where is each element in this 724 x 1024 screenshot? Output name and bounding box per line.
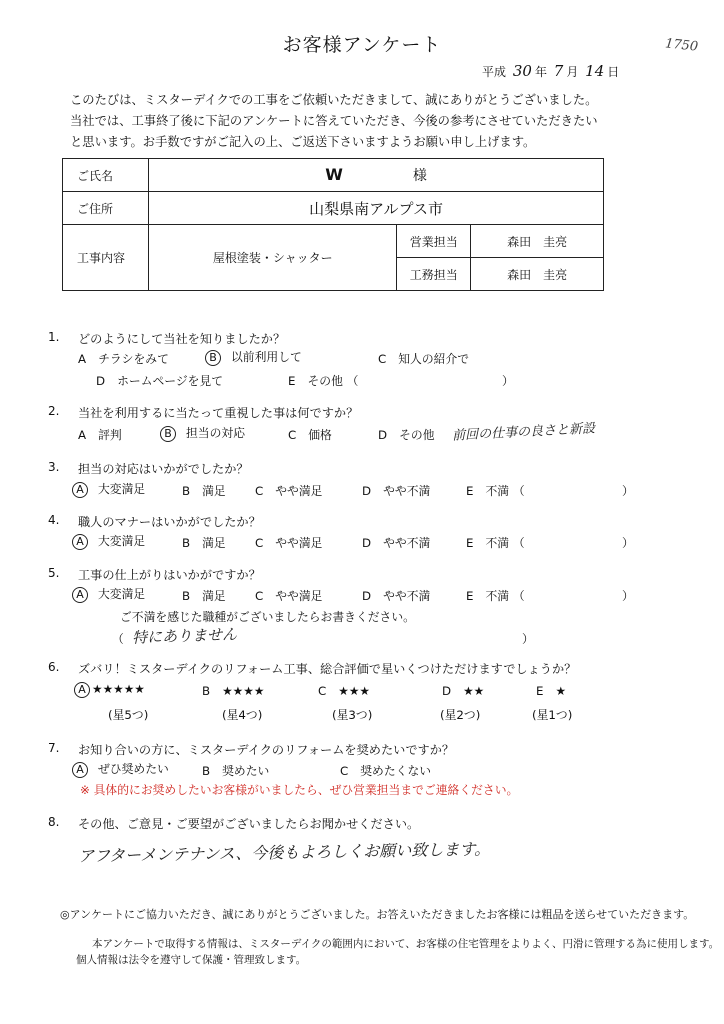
q6-option-d-label: (星2つ) [440,708,481,722]
q7-option-b[interactable] [202,762,269,779]
option-key: C [255,536,264,550]
q3-text: 担当の対応はいかがでしたか？ [78,462,249,476]
q1-option-d[interactable] [96,372,223,389]
option-label: 不満 （ [485,536,525,550]
q2-text: 当社を利用するに当たって重視した事は何ですか？ [78,406,359,420]
page-title: お客様アンケート [282,34,442,56]
q6-option-b[interactable] [202,684,264,698]
option-key: D [362,536,372,550]
q1-text: どのようにして当社を知りましたか？ [78,332,286,346]
option-label: その他 [399,428,435,442]
intro-text [70,90,670,153]
date-year: 30 [512,62,532,80]
work-label: 工事内容 [63,225,149,291]
q5-option-d[interactable] [362,587,430,604]
selected-circle: A [72,587,88,603]
option-label: やや不満 [383,589,431,603]
option-label: 大変満足 [98,482,146,496]
q4-option-c[interactable] [255,534,322,551]
q5-paren-close: ） [622,589,634,603]
q5-option-e[interactable] [466,587,525,604]
q5-option-b[interactable] [182,587,226,604]
survey-date [482,62,619,80]
q1-paren-close: ） [502,374,514,388]
option-key: D [96,374,106,388]
q5-option-a[interactable] [72,585,145,603]
q2-handwritten-answer[interactable]: 前回の仕事の良さと新設 [451,421,596,444]
q6-number: 6. [48,660,60,674]
option-label: ホームページを見て [117,374,224,388]
star-rating: ★★★★★ [92,682,145,696]
name-value: W [325,165,343,184]
selected-circle: B [160,426,176,442]
q4-text: 職人のマナーはいかがでしたか？ [78,515,261,529]
option-label: 不満 （ [485,589,525,603]
q1-option-e[interactable] [288,372,358,389]
option-key: E [466,589,474,603]
option-label: 満足 [202,484,226,498]
option-label: やや満足 [275,536,323,550]
q3-option-e[interactable] [466,482,525,499]
footer-privacy-1: 本アンケートで取得する情報は、ミスターデイクの範囲内において、お客様の住宅管理をよりよく、円滑に管理する為に使用します。 [92,938,720,950]
date-month: 7 [553,62,564,80]
star-rating: ★★★ [338,684,370,698]
date-year-unit: 年 [534,65,547,79]
q2-number: 2. [48,404,60,418]
q4-number: 4. [48,513,60,527]
q1-number: 1. [48,330,60,344]
q3-option-a[interactable] [72,480,145,498]
option-label: 不満 （ [485,484,525,498]
option-label: 価格 [308,428,332,442]
name-cell[interactable] [149,159,604,192]
option-label: その他 （ [307,374,359,388]
option-key: D [362,484,372,498]
intro-line: 当社では、工事終了後に下記のアンケートに答えていただき、今後の参考にさせていただきたい [70,114,598,128]
engineer-label: 工務担当 [397,258,471,291]
q1-option-b[interactable] [205,348,302,366]
q6-option-c[interactable] [318,684,370,698]
date-day-unit: 日 [607,65,620,79]
q3-option-c[interactable] [255,482,322,499]
q2-option-a[interactable] [78,426,122,443]
work-value[interactable]: 屋根塗装・シャッター [149,225,397,291]
intro-line: と思います。お手数ですがご記入の上、ご返送下さいますようお願い申し上げます。 [70,135,536,149]
name-row [63,159,604,192]
option-key: D [442,684,452,698]
q6-option-a[interactable] [74,682,145,698]
q3-option-b[interactable] [182,482,226,499]
option-label: 満足 [202,589,226,603]
star-rating: ★★ [463,684,485,698]
option-key: C [255,484,264,498]
q7-option-a[interactable] [72,760,169,778]
date-month-unit: 月 [566,65,579,79]
selected-circle: A [74,682,90,698]
address-label: ご住所 [63,192,149,225]
q3-number: 3. [48,460,60,474]
option-key: B [202,684,211,698]
q5-number: 5. [48,566,60,580]
q6-option-a-label: (星5つ) [108,708,149,722]
customer-info-table [62,158,604,291]
selected-circle: B [205,350,221,366]
sales-label: 営業担当 [397,225,471,258]
address-value[interactable]: 山梨県南アルプス市 [149,192,604,225]
star-rating: ★★★★ [222,684,265,698]
option-label: やや不満 [383,536,431,550]
option-key: E [466,536,474,550]
q5-paren-open: （ [112,632,124,646]
q4-option-a[interactable] [72,532,145,550]
q6-option-b-label: (星4つ) [222,708,263,722]
option-label: やや不満 [383,484,431,498]
date-era: 平成 [482,65,507,79]
option-key: A [78,352,87,366]
option-key: B [182,484,191,498]
q5-handwritten-answer[interactable]: 特にありません [131,625,238,647]
intro-line: このたびは、ミスターデイクでの工事をご依頼いただきまして、誠にありがとうございました。 [70,93,598,107]
option-label: ぜひ奨めたい [98,762,169,776]
q7-text: お知り合いの方に、ミスターデイクのリフォームを奨めたいですか？ [78,743,455,757]
q2-option-d[interactable] [378,426,435,443]
option-key: C [255,589,264,603]
q7-option-c[interactable] [340,762,431,779]
option-key: E [466,484,474,498]
q8-handwritten-answer[interactable]: アフターメンテナンス、今後もよろしくお願い致します。 [77,839,491,866]
option-label: 奨めたい [222,764,270,778]
option-key: C [288,428,297,442]
selected-circle: A [72,482,88,498]
sales-value[interactable]: 森田 圭亮 [471,225,604,258]
option-label: 以前利用して [231,350,302,364]
q5-text: 工事の仕上がりはいかがですか？ [78,568,261,582]
option-key: A [78,428,87,442]
q1-option-c[interactable] [378,350,469,367]
date-day: 14 [585,62,605,80]
option-key: E [536,684,544,698]
option-label: 評判 [98,428,122,442]
option-label: 満足 [202,536,226,550]
address-row [63,192,604,225]
q6-option-e[interactable] [536,684,566,698]
q5-option-c[interactable] [255,587,322,604]
name-suffix: 様 [412,168,427,184]
q4-option-e[interactable] [466,534,525,551]
option-key: C [340,764,349,778]
serial-number: 1750 [664,36,699,55]
option-key: C [378,352,387,366]
q6-option-d[interactable] [442,684,484,698]
selected-circle: A [72,762,88,778]
engineer-value[interactable]: 森田 圭亮 [471,258,604,291]
q2-option-b[interactable] [160,424,245,442]
q7-note: ※ 具体的にお奨めしたいお客様がいましたら、ぜひ営業担当までご連絡ください。 [80,783,519,797]
option-key: B [202,764,211,778]
q4-option-d[interactable] [362,534,430,551]
option-label: 奨めたくない [360,764,432,778]
footer-thanks: ◎アンケートにご協力いただき、誠にありがとうございました。お答えいただきましたお客様には粗品を送らせていただきます。 [60,908,695,921]
option-label: 担当の対応 [186,426,245,440]
q3-paren-close: ） [622,484,634,498]
option-label: やや満足 [275,589,323,603]
q4-option-b[interactable] [182,534,226,551]
option-key: C [318,684,327,698]
option-label: やや満足 [275,484,323,498]
q6-option-c-label: (星3つ) [332,708,373,722]
option-label: 大変満足 [98,587,146,601]
option-label: 知人の紹介で [398,352,470,366]
option-key: B [182,589,191,603]
work-row [63,225,604,258]
option-label: 大変満足 [98,534,146,548]
option-key: D [362,589,372,603]
option-key: D [378,428,388,442]
q2-option-c[interactable] [288,426,332,443]
q5-note: ご不満を感じた職種がございましたらお書きください。 [120,610,415,624]
option-key: E [288,374,296,388]
q4-paren-close: ） [622,536,634,550]
star-rating: ★ [555,684,567,698]
q5-paren-close-2: ） [522,632,534,646]
q7-number: 7. [48,741,60,755]
selected-circle: A [72,534,88,550]
q8-text: その他、ご意見・ご要望がございましたらお聞かせください。 [78,817,420,831]
q3-option-d[interactable] [362,482,430,499]
footer-privacy-2: 個人情報は法令を遵守して保護・管理致します。 [76,954,307,966]
option-key: B [182,536,191,550]
name-label: ご氏名 [63,159,149,192]
q6-option-e-label: (星1つ) [532,708,573,722]
q1-option-a[interactable] [78,350,169,367]
q8-number: 8. [48,815,60,829]
option-label: チラシをみて [98,352,169,366]
q6-text: ズバリ！ミスターデイクのリフォーム工事、総合評価で星いくつけただけますでしょうか？ [78,662,577,676]
